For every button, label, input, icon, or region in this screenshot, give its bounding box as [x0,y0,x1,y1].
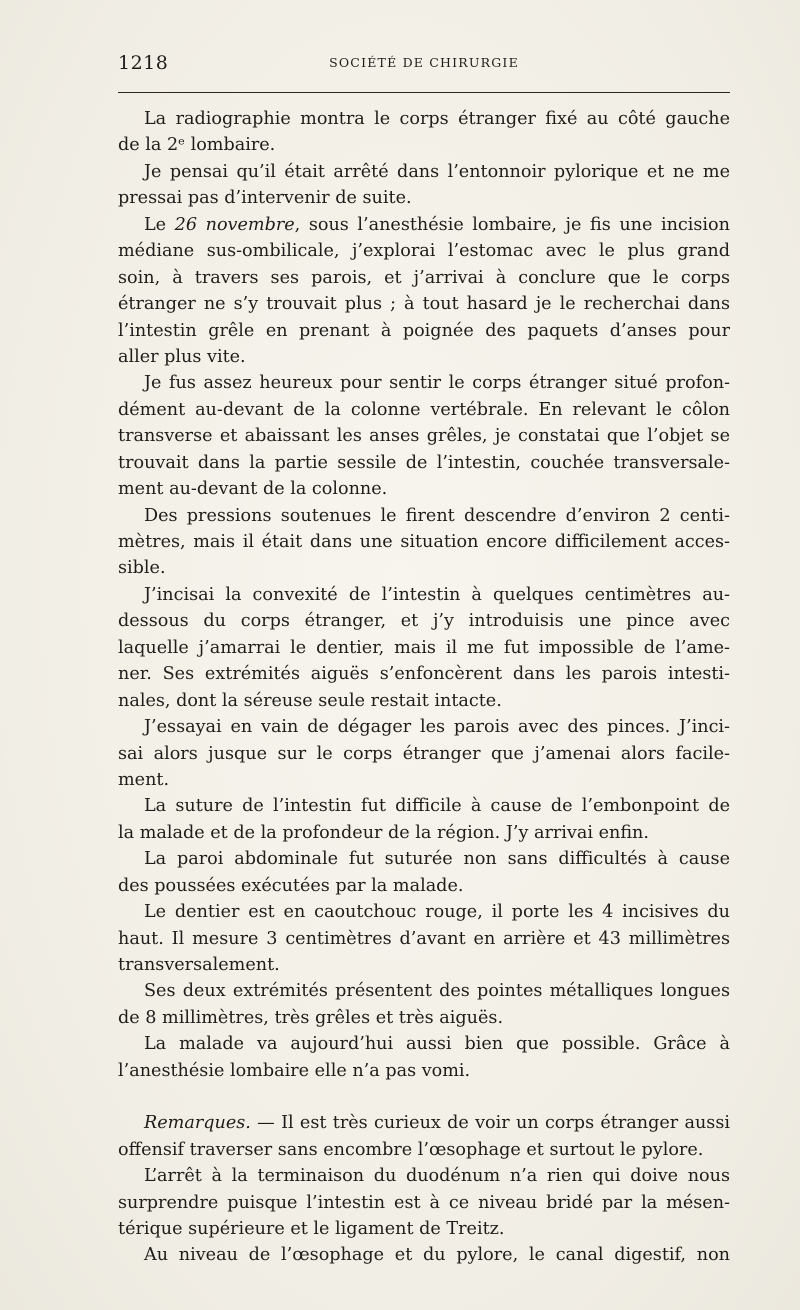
text-run: , sous l’anesthésie lombaire, je fis une incision [294,214,730,235]
text-line: offensif traverser sans encombre l’œsophage et surtout le pylore. [118,1139,704,1160]
text-line: la malade et de la profondeur de la région. J’y arrivai enfin. [118,822,649,843]
text-line [118,212,730,238]
running-head: SOCIÉTÉ DE CHIRURGIE [329,55,519,70]
text-line: dessous du corps étranger, et j’y introduisis une pince avec [118,611,730,632]
text-line: sai alors jusque sur le corps étranger que j’amenai alors facile- [118,743,730,764]
text-line: haut. Il mesure 3 centimètres d’avant en arrière et 43 millimètres [118,928,730,949]
page-header [118,52,730,78]
text-line: sible. [118,558,166,579]
remarks-label: Remarques. [144,1113,251,1134]
text-line: J’essayai en vain de dégager les parois avec des pinces. J’inci- [144,717,730,738]
text-line: pressai pas d’intervenir de suite. [118,188,412,209]
text-line: l’intestin grêle en prenant à poignée des paquets d’anses pour [118,320,730,341]
text-line: transversalement. [118,955,280,975]
text-line: La malade va aujourd’hui aussi bien que possible. Grâce à [144,1034,730,1055]
text-line: Au niveau de l’œsophage et du pylore, le canal digestif, non [144,1245,730,1266]
text-line: La radiographie montra le corps étranger fixé au côté gauche [144,109,730,129]
section-spacer [118,1084,730,1110]
text-line: l’anesthésie lombaire elle n’a pas vomi. [118,1060,471,1081]
text-line: J’incisai la convexité de l’intestin à quelques centimètres au- [144,584,730,605]
date-italic: 26 novembre [174,214,295,235]
page-number: 1218 [118,52,169,74]
text-line: médiane sus-ombilicale, j’explorai l’estomac avec le plus grand [118,241,730,262]
text-line: ner. Ses extrémités aiguës s’enfoncèrent dans les parois intesti- [118,664,730,685]
text-line: Ses deux extrémités présentent des pointes métalliques longues [144,981,730,1002]
text-line: dément au-devant de la colonne vertébrale. En relevant le côlon [118,399,730,420]
text-line: transverse et abaissant les anses grêles, je constatai que l’objet se [118,426,730,447]
text-line: mètres, mais il était dans une situation encore difficilement acces- [118,532,730,552]
text-run: Le [144,214,175,235]
text-line: Des pressions soutenues le firent descendre d’environ 2 centi- [144,505,730,526]
text-line: Le dentier est en caoutchouc rouge, il porte les 4 incisives du [144,902,730,923]
text-line: laquelle j’amarrai le dentier, mais il me fut impossible de l’ame- [118,637,730,658]
text-line [118,1110,730,1136]
text-line: Je fus assez heureux pour sentir le corps étranger situé profon- [144,373,730,394]
text-line: étranger ne s’y trouvait plus ; à tout hasard je le recherchai dans [118,294,730,315]
text-line: La suture de l’intestin fut difficile à cause de l’embonpoint de [144,796,730,817]
text-line: aller plus vite. [118,346,246,367]
text-line: L’arrêt à la terminaison du duodénum n’a rien qui doive nous [144,1166,730,1187]
text-line: soin, à travers ses parois, et j’arrivai à conclure que le corps [118,267,730,288]
text-line: nales, dont la séreuse seule restait intacte. [118,690,502,711]
text-line: térique supérieure et le ligament de Treitz. [118,1218,505,1239]
text-line: ment. [118,769,170,790]
text-line: surprendre puisque l’intestin est à ce niveau bridé par la mésen- [118,1192,730,1213]
text-line: ment au-devant de la colonne. [118,479,388,500]
text-run: — Il est très curieux de voir un corps étranger aussi [250,1113,730,1134]
text-line: de la 2ᵉ lombaire. [118,135,276,156]
body-text [118,106,730,1269]
text-line: de 8 millimètres, très grêles et très aiguës. [118,1007,504,1028]
text-line: des poussées exécutées par la malade. [118,875,464,896]
text-line: Je pensai qu’il était arrêté dans l’entonnoir pylorique et ne me [144,161,730,182]
header-rule [118,92,730,93]
text-line: trouvait dans la partie sessile de l’intestin, couchée transversale- [118,452,730,473]
text-line: La paroi abdominale fut suturée non sans difficultés à cause [144,849,730,870]
